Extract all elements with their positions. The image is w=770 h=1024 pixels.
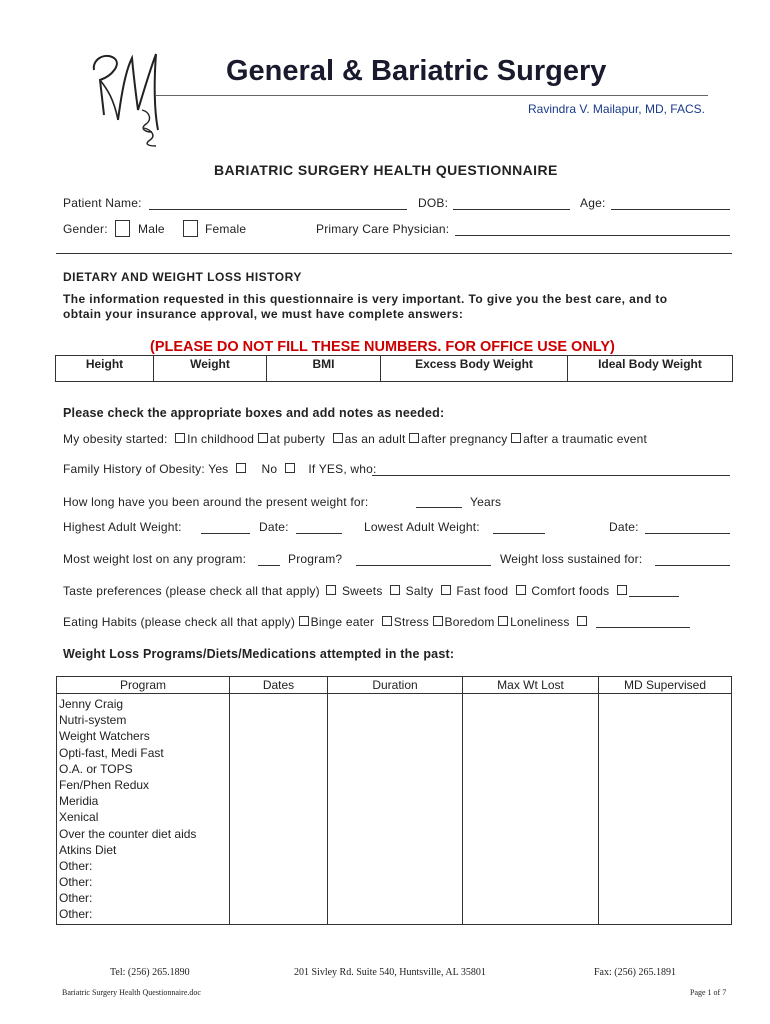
stress-label: Stress <box>393 615 429 629</box>
fast-food-checkbox[interactable] <box>441 585 451 595</box>
lowest-weight-label: Lowest Adult Weight: <box>364 520 480 534</box>
traumatic-event-checkbox[interactable] <box>511 433 521 443</box>
present-weight-field[interactable] <box>416 507 462 508</box>
other-eating-checkbox[interactable] <box>577 616 587 626</box>
section-divider <box>56 253 732 254</box>
comfort-foods-label: Comfort foods <box>531 584 610 598</box>
dob-label: DOB: <box>418 196 449 210</box>
male-checkbox[interactable] <box>115 220 130 237</box>
checks-heading: Please check the appropriate boxes and add notes as needed: <box>63 406 445 420</box>
highest-date-field[interactable] <box>296 533 342 534</box>
office-numbers-table <box>55 355 733 382</box>
pcp-field[interactable] <box>455 235 730 236</box>
female-checkbox[interactable] <box>183 220 198 237</box>
sustained-label: Weight loss sustained for: <box>500 552 643 566</box>
program-col-header: Program <box>57 677 230 694</box>
years-label: Years <box>470 495 502 509</box>
program-oa-tops: O.A. or TOPS <box>59 761 133 776</box>
boredom-checkbox[interactable] <box>433 616 443 626</box>
sweets-checkbox[interactable] <box>326 585 336 595</box>
loneliness-label: Loneliness <box>510 615 570 629</box>
footer-address: 201 Sivley Rd. Suite 540, Huntsville, AL 35801 <box>294 967 486 978</box>
md-supervised-cell[interactable] <box>599 694 732 925</box>
female-label: Female <box>205 222 247 236</box>
obesity-started-row <box>63 432 647 446</box>
bmi-cell: BMI <box>267 356 381 382</box>
dates-cell[interactable] <box>230 694 328 925</box>
duration-col-header: Duration <box>328 677 463 694</box>
weight-cell: Weight <box>154 356 267 382</box>
sustained-field[interactable] <box>655 565 730 566</box>
lowest-date-label: Date: <box>609 520 639 534</box>
dob-field[interactable] <box>453 209 570 210</box>
most-lost-field[interactable] <box>258 565 280 566</box>
patient-name-label: Patient Name: <box>63 196 142 210</box>
program-other-3: Other: <box>59 891 93 906</box>
programs-heading: Weight Loss Programs/Diets/Medications attempted in the past: <box>63 647 455 661</box>
salty-label: Salty <box>405 584 434 598</box>
max-wt-lost-col-header: Max Wt Lost <box>463 677 599 694</box>
age-field[interactable] <box>611 209 730 210</box>
family-history-row <box>63 462 377 476</box>
program-fen-phen: Fen/Phen Redux <box>59 777 150 792</box>
obesity-started-label: My obesity started: <box>63 432 168 446</box>
gender-label: Gender: <box>63 222 108 236</box>
present-weight-label: How long have you been around the present weight for: <box>63 495 369 509</box>
pcp-label: Primary Care Physician: <box>316 222 450 236</box>
footer-tel: Tel: (256) 265.1890 <box>110 967 190 978</box>
loneliness-checkbox[interactable] <box>498 616 508 626</box>
family-no-checkbox[interactable] <box>285 463 295 473</box>
other-taste-field[interactable] <box>629 596 679 597</box>
program-weight-watchers: Weight Watchers <box>59 729 150 744</box>
patient-name-field[interactable] <box>149 209 407 210</box>
salty-checkbox[interactable] <box>390 585 400 595</box>
ideal-weight-cell: Ideal Body Weight <box>568 356 733 382</box>
excess-weight-cell: Excess Body Weight <box>381 356 568 382</box>
program-label: Program? <box>288 552 343 566</box>
childhood-label: In childhood <box>187 432 255 446</box>
doctor-name: Ravindra V. Mailapur, MD, FACS. <box>528 102 705 116</box>
form-title: BARIATRIC SURGERY HEALTH QUESTIONNAIRE <box>214 162 558 178</box>
adult-label: as an adult <box>344 432 406 446</box>
programs-table <box>56 676 732 925</box>
footer-page: Page 1 of 7 <box>690 988 727 997</box>
taste-label: Taste preferences (please check all that apply) <box>63 584 320 598</box>
most-lost-label: Most weight lost on any program: <box>63 552 247 566</box>
md-supervised-col-header: MD Supervised <box>599 677 732 694</box>
other-taste-checkbox[interactable] <box>617 585 627 595</box>
program-field[interactable] <box>356 565 491 566</box>
comfort-foods-checkbox[interactable] <box>516 585 526 595</box>
eating-label: Eating Habits (please check all that apply) <box>63 615 296 629</box>
family-who-field[interactable] <box>372 475 730 476</box>
office-use-note: (PLEASE DO NOT FILL THESE NUMBERS. FOR OFFICE USE ONLY) <box>150 339 615 355</box>
clinic-title: General & Bariatric Surgery <box>226 55 607 87</box>
pregnancy-label: after pregnancy <box>421 432 508 446</box>
family-if-yes-label: If YES, who: <box>308 462 377 476</box>
program-atkins: Atkins Diet <box>59 842 117 857</box>
program-jenny-craig: Jenny Craig <box>59 697 124 711</box>
highest-weight-label: Highest Adult Weight: <box>63 520 182 534</box>
binge-eater-checkbox[interactable] <box>299 616 309 626</box>
puberty-label: at puberty <box>269 432 326 446</box>
male-label: Male <box>138 222 165 236</box>
eating-row <box>63 615 589 629</box>
childhood-checkbox[interactable] <box>175 433 185 443</box>
adult-checkbox[interactable] <box>333 433 343 443</box>
intro-line-1: The information requested in this questionnaire is very important. To give you the best care, and to <box>63 292 668 306</box>
header-divider <box>156 95 708 96</box>
family-history-label: Family History of Obesity: Yes <box>63 462 229 476</box>
lowest-weight-field[interactable] <box>493 533 545 534</box>
age-label: Age: <box>580 196 606 210</box>
stress-checkbox[interactable] <box>382 616 392 626</box>
height-cell: Height <box>56 356 154 382</box>
duration-cell[interactable] <box>328 694 463 925</box>
program-other-1: Other: <box>59 858 93 873</box>
family-no-label: No <box>261 462 278 476</box>
program-names-cell <box>57 694 230 925</box>
traumatic-event-label: after a traumatic event <box>523 432 648 446</box>
lowest-date-field[interactable] <box>645 533 730 534</box>
footer-doc-name: Bariatric Surgery Health Questionnaire.doc <box>62 988 201 997</box>
highest-weight-field[interactable] <box>201 533 250 534</box>
program-other-4: Other: <box>59 907 93 922</box>
puberty-checkbox[interactable] <box>258 433 268 443</box>
program-list <box>57 694 229 924</box>
other-eating-field[interactable] <box>596 627 690 628</box>
taste-row <box>63 584 629 598</box>
program-nutri-system: Nutri-system <box>59 713 127 728</box>
max-wt-lost-cell[interactable] <box>463 694 599 925</box>
highest-date-label: Date: <box>259 520 289 534</box>
boredom-label: Boredom <box>444 615 495 629</box>
footer-fax: Fax: (256) 265.1891 <box>594 967 676 978</box>
family-yes-checkbox[interactable] <box>236 463 246 473</box>
pregnancy-checkbox[interactable] <box>409 433 419 443</box>
dietary-heading: DIETARY AND WEIGHT LOSS HISTORY <box>63 270 302 284</box>
dates-col-header: Dates <box>230 677 328 694</box>
program-otc-diet-aids: Over the counter diet aids <box>59 826 197 841</box>
sweets-label: Sweets <box>341 584 383 598</box>
program-xenical: Xenical <box>59 810 99 825</box>
binge-eater-label: Binge eater <box>310 615 375 629</box>
fast-food-label: Fast food <box>456 584 509 598</box>
program-other-2: Other: <box>59 875 93 890</box>
program-opti-fast: Opti-fast, Medi Fast <box>59 745 164 760</box>
intro-line-2: obtain your insurance approval, we must have complete answers: <box>63 307 464 321</box>
program-meridia: Meridia <box>59 794 99 809</box>
